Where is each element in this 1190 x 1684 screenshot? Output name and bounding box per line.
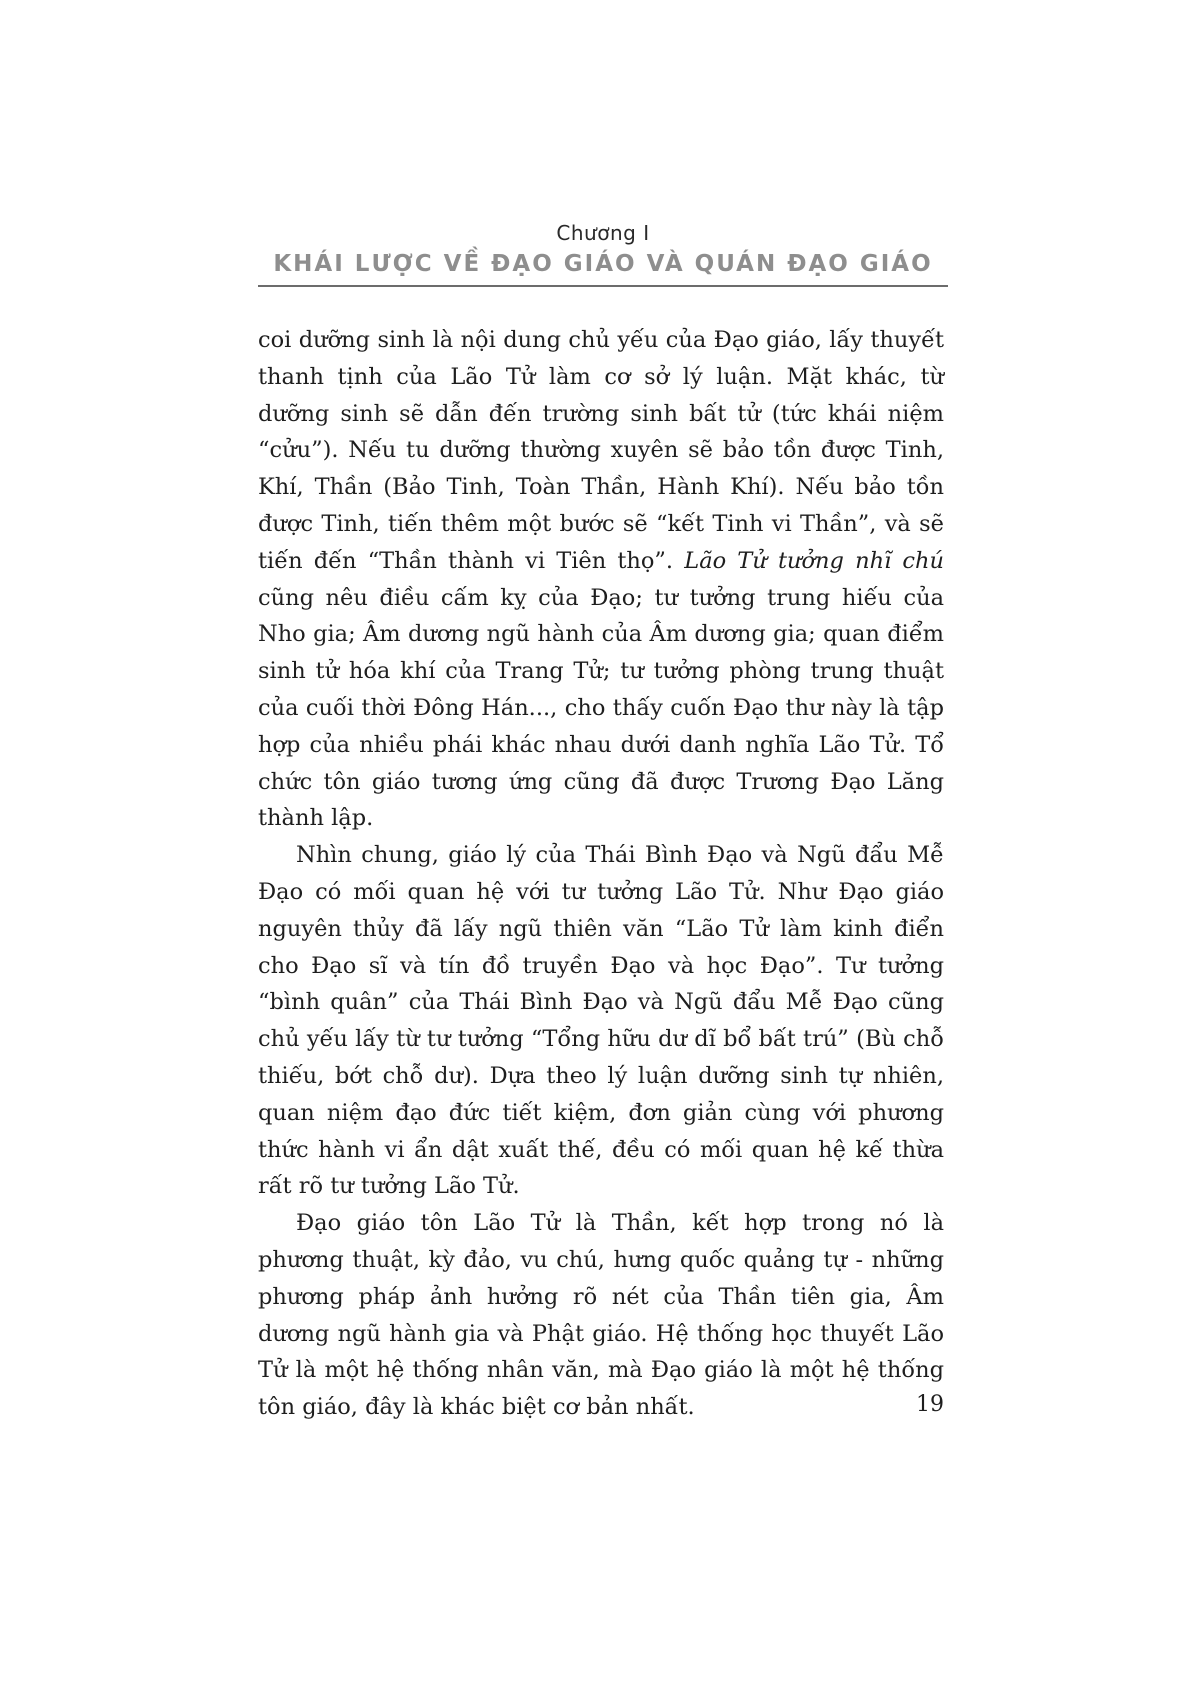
running-header	[258, 220, 948, 280]
paragraph-1-text-b: cũng nêu điều cấm kỵ của Đạo; tư tưởng trung hiếu của Nho gia; Âm dương ngũ hành của Âm dương gia; quan điểm sinh tử hóa khí của Trang Tử; tư tưởng phòng trung thuật của cuối thời Đông Hán..., cho thấy cuốn Đạo thư này là tập hợp của nhiều phái khác nhau dưới danh nghĩa Lão Tử. Tổ chức tôn giáo tương ứng cũng đã được Trương Đạo Lăng thành lập.	[258, 584, 944, 832]
paragraph-3: Đạo giáo tôn Lão Tử là Thần, kết hợp trong nó là phương thuật, kỳ đảo, vu chú, hưng quốc quảng tự - những phương pháp ảnh hưởng rõ nét của Thần tiên gia, Âm dương ngũ hành gia và Phật giáo. Hệ thống học thuyết Lão Tử là một hệ thống nhân văn, mà Đạo giáo là một hệ thống tôn giáo, đây là khác biệt cơ bản nhất.	[258, 1210, 944, 1421]
header-divider	[258, 285, 948, 287]
chapter-title: KHÁI LƯỢC VỀ ĐẠO GIÁO VÀ QUÁN ĐẠO GIÁO	[273, 251, 933, 277]
paragraph-1-text-a: coi dưỡng sinh là nội dung chủ yếu của Đạo giáo, lấy thuyết thanh tịnh của Lão Tử làm cơ sở lý luận. Mặt khác, từ dưỡng sinh sẽ dẫn đến trường sinh bất tử (tức khái niệm “cửu”). Nếu tu dưỡng thường xuyên sẽ bảo tồn được Tinh, Khí, Thần (Bảo Tinh, Toàn Thần, Hành Khí). Nếu bảo tồn được Tinh, tiến thêm một bước sẽ “kết Tinh vi Thần”, và sẽ tiến đến “Thần thành vi Tiên thọ”.	[258, 327, 944, 574]
page-number: 19	[916, 1392, 944, 1417]
chapter-label: Chương I	[556, 221, 650, 245]
body-text	[258, 322, 944, 1426]
book-title-italic: Lão Tử tưởng nhĩ chú	[684, 547, 944, 574]
paragraph-2: Nhìn chung, giáo lý của Thái Bình Đạo và Ngũ đẩu Mễ Đạo có mối quan hệ với tư tưởng Lão Tử. Như Đạo giáo nguyên thủy đã lấy ngũ thiên văn “Lão Tử làm kinh điển cho Đạo sĩ và tín đồ truyền Đạo và học Đạo”. Tư tưởng “bình quân” của Thái Bình Đạo và Ngũ đẩu Mễ Đạo cũng chủ yếu lấy từ tư tưởng “Tổng hữu dư dĩ bổ bất trú” (Bù chỗ thiếu, bớt chỗ dư). Dựa theo lý luận dưỡng sinh tự nhiên, quan niệm đạo đức tiết kiệm, đơn giản cùng với phương thức hành vi ẩn dật xuất thế, đều có mối quan hệ kế thừa rất rõ tư tưởng Lão Tử.	[258, 842, 944, 1200]
paragraph-1	[258, 322, 944, 837]
